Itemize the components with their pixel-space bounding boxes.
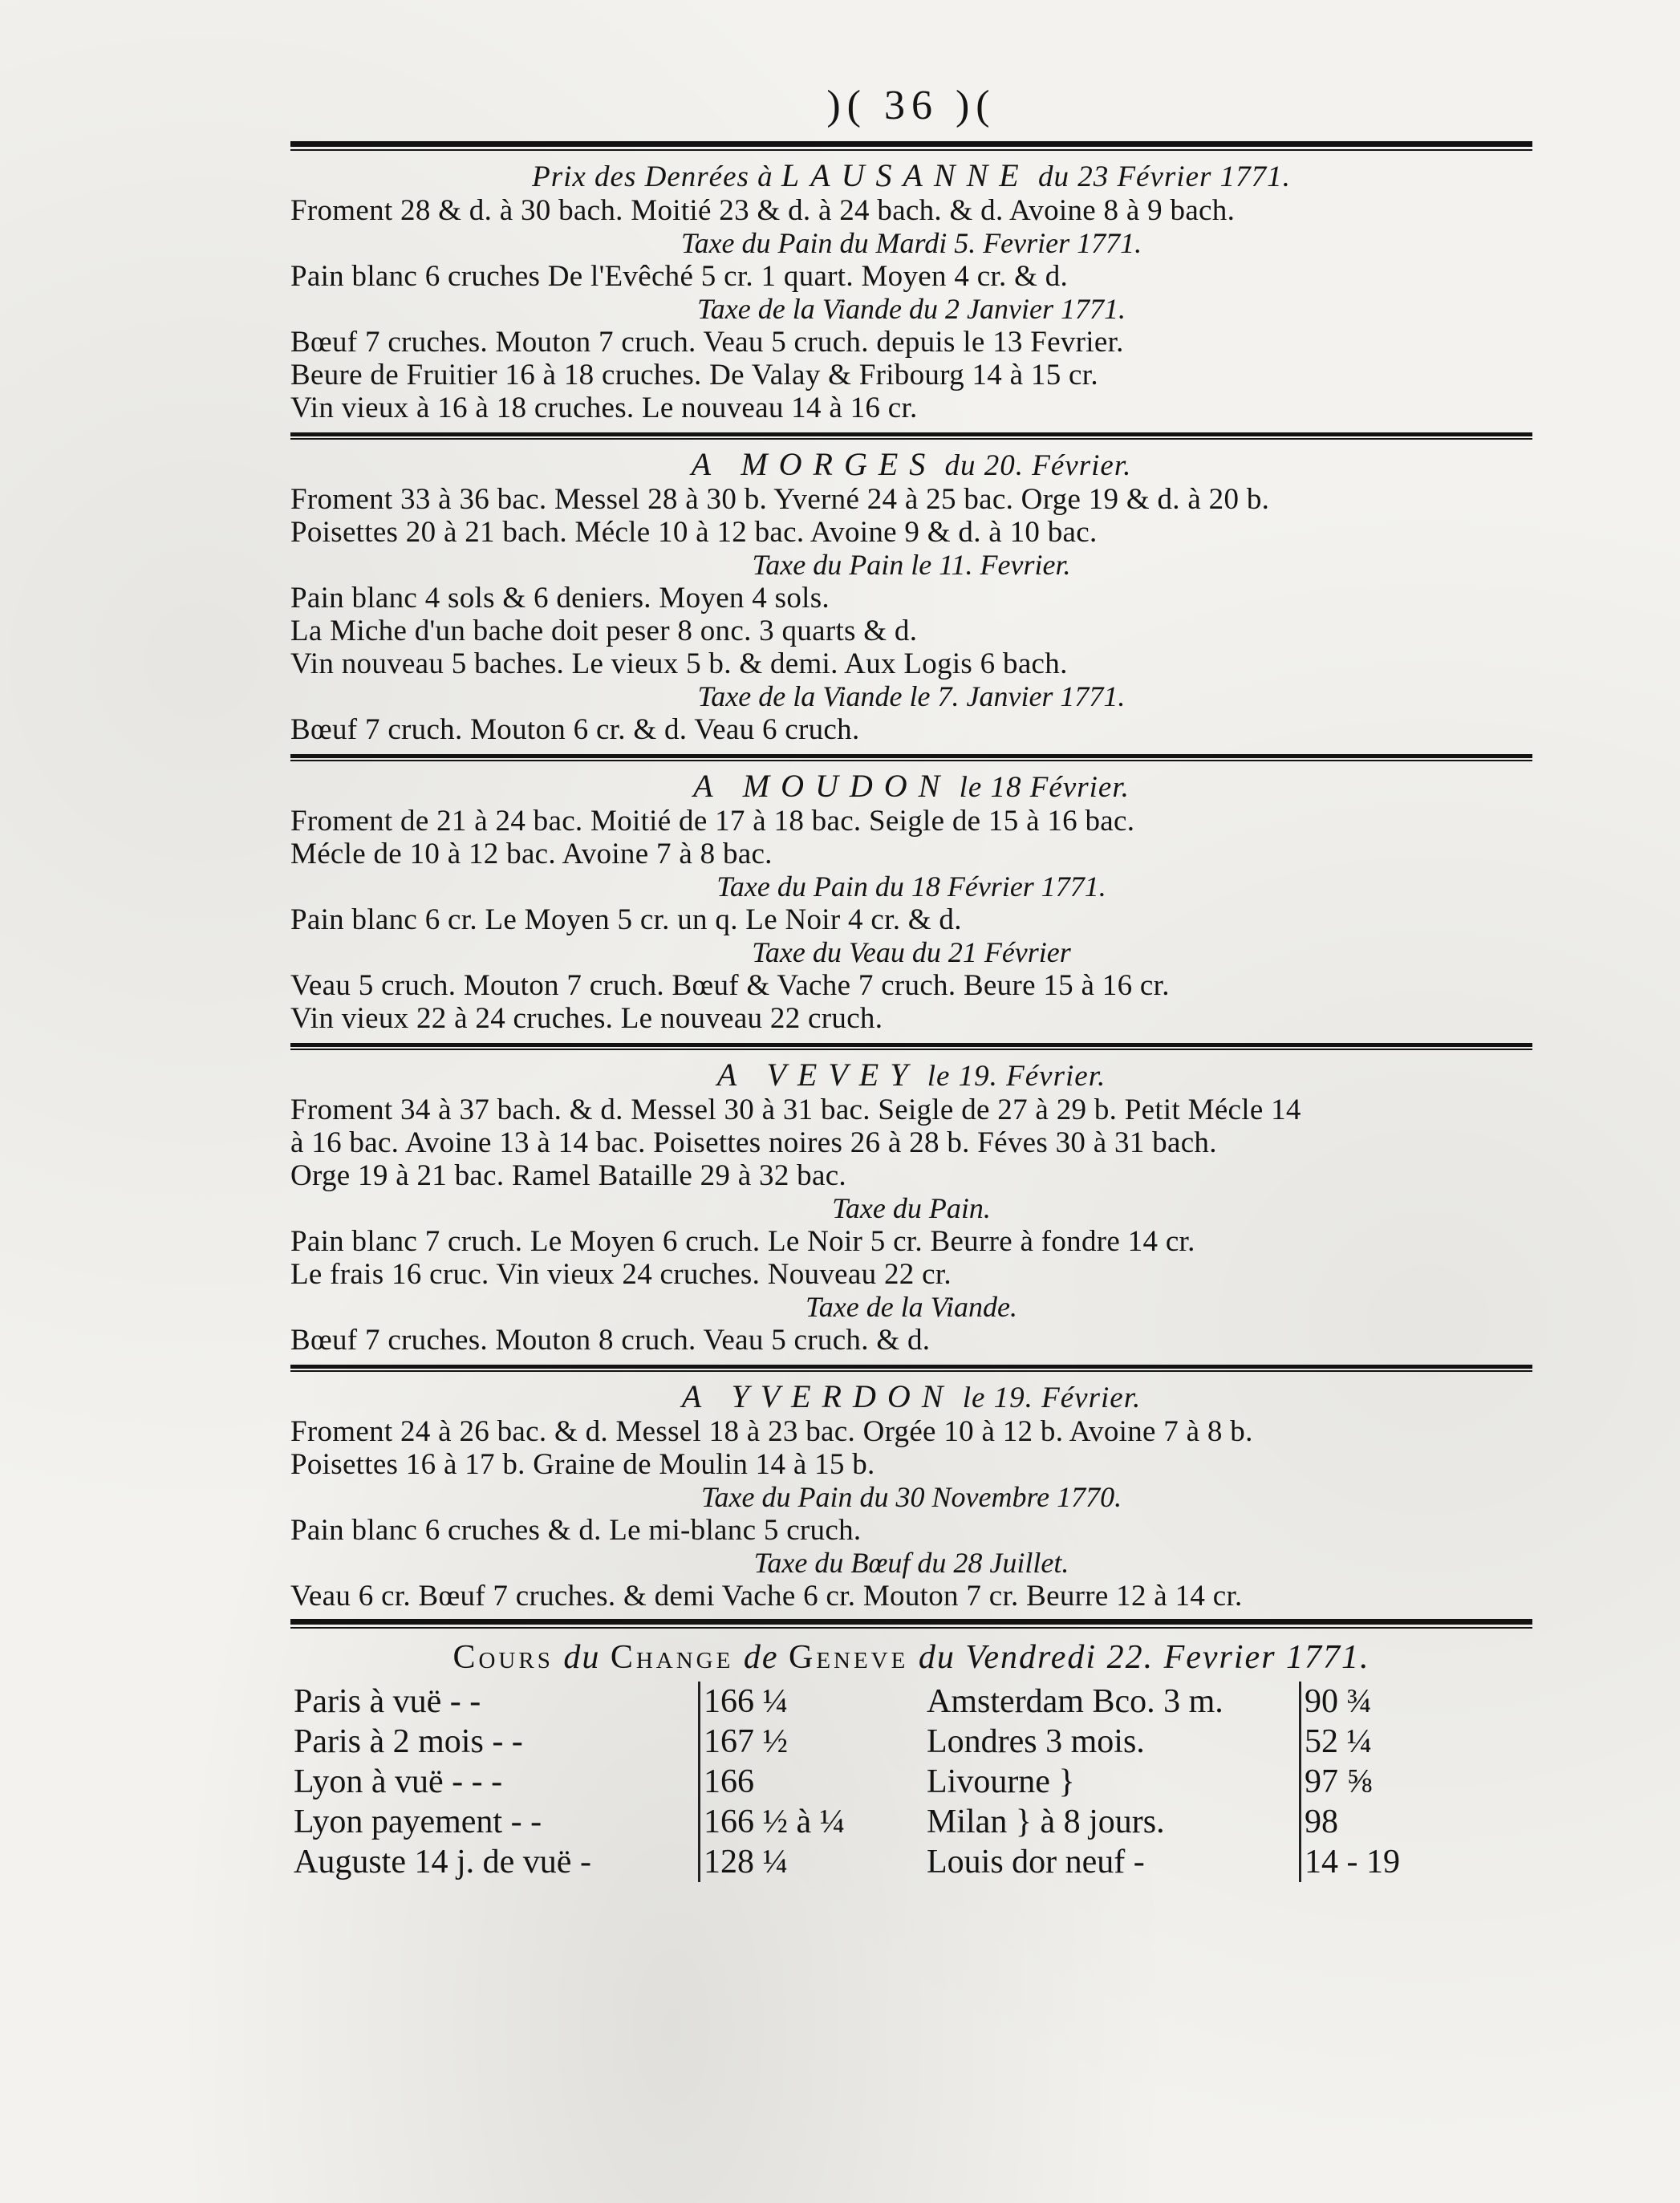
place-label: Amsterdam Bco. 3 m. (927, 1683, 1223, 1720)
moudon-line-4: Veau 5 cruch. Mouton 7 cruch. Bœuf & Vache 7 cruch. Beure 15 à 16 cr. (290, 969, 1170, 1002)
place-label: Lyon payement - - (294, 1803, 542, 1840)
morges-line-3: Pain blanc 4 sols & 6 deniers. Moyen 4 sols. (290, 582, 830, 615)
lausanne-butter-line: Beure de Fruitier 16 à 18 cruches. De Valay & Fribourg 14 à 15 cr. (290, 359, 1098, 392)
lausanne-heading (290, 159, 1532, 194)
morges-line-1: Froment 33 à 36 bac. Messel 28 à 30 b. Yverné 24 à 25 bac. Orge 19 & d. à 20 b. (290, 483, 1270, 516)
rate-value: 52 ¼ (1301, 1722, 1533, 1762)
lausanne-bread-line: Pain blanc 6 cruches De l'Evêché 5 cr. 1 quart. Moyen 4 cr. & d. (290, 260, 1069, 293)
rate-value: 166 ¼ (700, 1682, 924, 1722)
morges-line-6: Bœuf 7 cruch. Mouton 6 cr. & d. Veau 6 cruch. (290, 713, 860, 746)
yverdon-line-2: Poisettes 16 à 17 b. Graine de Moulin 14 à 15 b. (290, 1448, 875, 1481)
section-divider-heavy (290, 1619, 1532, 1629)
moudon-heading (290, 769, 1532, 805)
lausanne-bread-tax-heading: Taxe du Pain du Mardi 5. Fevrier 1771. (680, 227, 1142, 259)
place-label: Londres 3 mois. (927, 1723, 1145, 1760)
vevey-town: A VEVEY (716, 1057, 919, 1093)
rate-value: 166 (700, 1762, 924, 1802)
title-word: Cours (452, 1639, 554, 1676)
morges-heading (290, 448, 1532, 483)
moudon-heading-date: le 18 Février. (959, 771, 1130, 804)
table-row (290, 1722, 1532, 1762)
table-row (290, 1842, 1532, 1882)
moudon-town: A MOUDON (693, 768, 952, 804)
yverdon-line-3: Pain blanc 6 cruches & d. Le mi-blanc 5 cruch. (290, 1514, 862, 1547)
yverdon-bread-tax-heading: Taxe du Pain du 30 Novembre 1770. (700, 1481, 1122, 1513)
vevey-line-2: à 16 bac. Avoine 13 à 14 bac. Poisettes noires 26 à 28 b. Féves 30 à 31 bach. (290, 1126, 1217, 1159)
title-word: Change (610, 1639, 734, 1676)
place-label: Milan } à 8 jours. (927, 1803, 1165, 1840)
place-label: Auguste 14 j. de vuë - (294, 1844, 591, 1880)
place-label: Louis dor neuf - (927, 1844, 1145, 1880)
table-row (290, 1802, 1532, 1842)
lausanne-grain-line: Froment 28 & d. à 30 bach. Moitié 23 & d. à 24 bach. & d. Avoine 8 à 9 bach. (290, 194, 1236, 227)
lausanne-heading-date: du 23 Février 1771. (1037, 160, 1291, 193)
lausanne-town: LAUSANNE (781, 157, 1030, 193)
moudon-line-2: Mécle de 10 à 12 bac. Avoine 7 à 8 bac. (290, 838, 773, 870)
rate-value: 167 ½ (700, 1722, 924, 1762)
table-row (290, 1682, 1532, 1722)
vevey-meat-tax-heading: Taxe de la Viande. (806, 1291, 1017, 1323)
vevey-line-5: Le frais 16 cruc. Vin vieux 24 cruches. Nouveau 22 cr. (290, 1258, 952, 1291)
yverdon-line-1: Froment 24 à 26 bac. & d. Messel 18 à 23 bac. Orgée 10 à 12 b. Avoine 7 à 8 b. (290, 1415, 1253, 1448)
moudon-line-3: Pain blanc 6 cr. Le Moyen 5 cr. un q. Le Noir 4 cr. & d. (290, 903, 962, 936)
table-row (290, 1762, 1532, 1802)
page-content (290, 77, 1532, 1882)
section-divider (290, 1365, 1532, 1372)
header-rule (290, 141, 1532, 151)
vevey-line-6: Bœuf 7 cruches. Mouton 8 cruch. Veau 5 cruch. & d. (290, 1324, 931, 1357)
rate-value: 14 - 19 (1301, 1842, 1533, 1882)
vevey-heading-date: le 19. Février. (927, 1060, 1106, 1093)
rate-value: 166 ½ à ¼ (700, 1802, 924, 1842)
morges-meat-tax-heading: Taxe de la Viande le 7. Janvier 1771. (697, 680, 1126, 712)
section-divider (290, 754, 1532, 761)
section-divider (290, 432, 1532, 440)
morges-town: A MORGES (691, 446, 937, 482)
vevey-heading (290, 1058, 1532, 1093)
lausanne-meat-tax-heading: Taxe de la Viande du 2 Janvier 1771. (697, 293, 1126, 325)
title-word: Geneve (788, 1639, 909, 1676)
morges-line-2: Poisettes 20 à 21 bach. Mécle 10 à 12 bac. Avoine 9 & d. à 10 bac. (290, 516, 1098, 549)
place-label: Livourne } (927, 1763, 1075, 1800)
place-label: Paris à 2 mois - - (294, 1723, 523, 1760)
moudon-veal-tax-heading: Taxe du Veau du 21 Février (752, 936, 1071, 968)
title-word: de (743, 1639, 779, 1676)
place-label: Lyon à vuë - - - (294, 1763, 503, 1800)
moudon-bread-tax-heading: Taxe du Pain du 18 Février 1771. (716, 870, 1106, 903)
lausanne-wine-line: Vin vieux à 16 à 18 cruches. Le nouveau 14 à 16 cr. (290, 392, 918, 424)
morges-bread-tax-heading: Taxe du Pain le 11. Fevrier. (752, 549, 1071, 581)
morges-line-4: La Miche d'un bache doit peser 8 onc. 3 quarts & d. (290, 615, 918, 647)
exchange-rates-title (290, 1637, 1532, 1678)
exchange-rates-table (290, 1682, 1532, 1882)
vevey-bread-tax-heading: Taxe du Pain. (832, 1192, 991, 1224)
title-word: du (563, 1639, 601, 1676)
vevey-line-1: Froment 34 à 37 bach. & d. Messel 30 à 31 bac. Seigle de 27 à 29 b. Petit Mécle 14 (290, 1093, 1301, 1126)
title-date: du Vendredi 22. Fevrier 1771. (918, 1639, 1370, 1676)
rate-value: 90 ¾ (1301, 1682, 1533, 1722)
moudon-line-5: Vin vieux 22 à 24 cruches. Le nouveau 22 cruch. (290, 1002, 883, 1035)
vevey-line-4: Pain blanc 7 cruch. Le Moyen 6 cruch. Le Noir 5 cr. Beurre à fondre 14 cr. (290, 1225, 1195, 1258)
rate-value: 128 ¼ (700, 1842, 924, 1882)
place-label: Paris à vuë - - (294, 1683, 481, 1720)
rate-value: 98 (1301, 1802, 1533, 1842)
yverdon-line-4: Veau 6 cr. Bœuf 7 cruches. & demi Vache 6 cr. Mouton 7 cr. Beurre 12 à 14 cr. (290, 1580, 1243, 1613)
lausanne-meat-line: Bœuf 7 cruches. Mouton 7 cruch. Veau 5 cruch. depuis le 13 Fevrier. (290, 326, 1124, 359)
yverdon-heading (290, 1380, 1532, 1415)
yverdon-heading-date: le 19. Février. (962, 1381, 1142, 1414)
vevey-line-3: Orge 19 à 21 bac. Ramel Bataille 29 à 32 bac. (290, 1159, 846, 1192)
section-divider (290, 1043, 1532, 1050)
morges-line-5: Vin nouveau 5 baches. Le vieux 5 b. & demi. Aux Logis 6 bach. (290, 647, 1068, 680)
yverdon-town: A YVERDON (681, 1378, 955, 1414)
yverdon-beef-tax-heading: Taxe du Bœuf du 28 Juillet. (753, 1547, 1069, 1579)
page-number: )( 36 )( (826, 83, 996, 128)
moudon-line-1: Froment de 21 à 24 bac. Moitié de 17 à 18 bac. Seigle de 15 à 16 bac. (290, 805, 1135, 838)
lausanne-heading-pre: Prix des Denrées à (532, 160, 773, 193)
rate-value: 97 ⅝ (1301, 1762, 1533, 1802)
morges-heading-date: du 20. Février. (944, 449, 1132, 482)
